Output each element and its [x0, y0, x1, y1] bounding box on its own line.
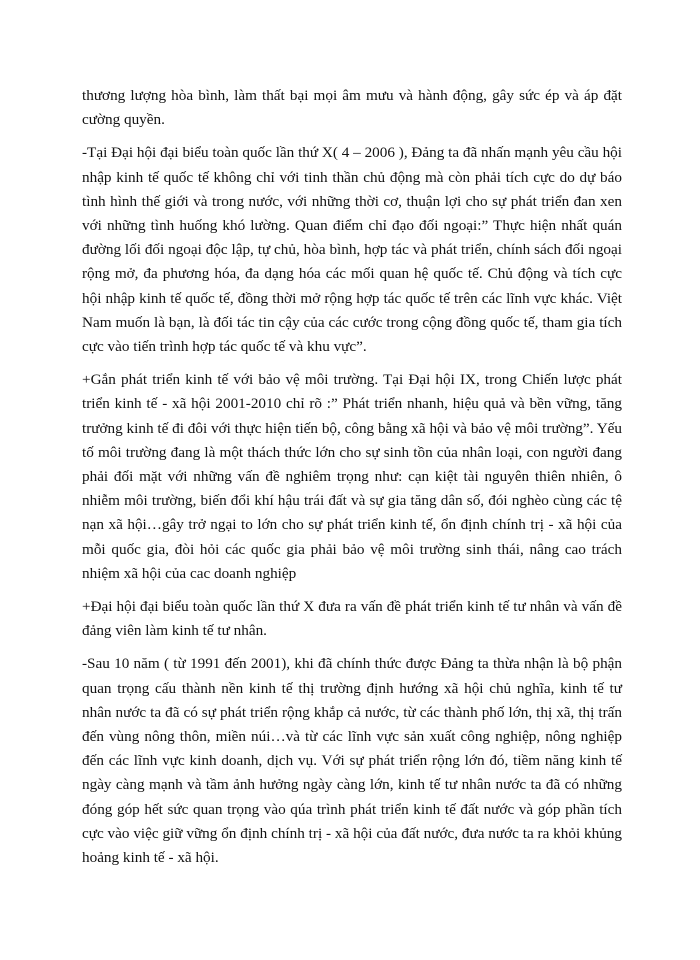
paragraph-4: +Đại hội đại biểu toàn quốc lần thứ X đưa ra vấn đề phát triển kinh tế tư nhân và vấn đề đảng viên làm kinh tế tư nhân. — [82, 598, 622, 640]
paragraph-1: thương lượng hòa bình, làm thất bại mọi âm mưu và hành động, gây sức ép và áp đặt cường quyền. — [82, 87, 622, 129]
document-body — [82, 84, 622, 879]
paragraph-2: -Tại Đại hội đại biểu toàn quốc lần thứ X( 4 – 2006 ), Đảng ta đã nhấn mạnh yêu cầu hội nhập kinh tế quốc tế không chỉ với tinh thần chủ động mà còn phải tích cực do dự báo tình hình thế giới và trong nước, với những thời cơ, thuận lợi cho sự phát triển đan xen với những tình huống khó lường. Quan điểm chỉ đạo đối ngoại:” Thực hiện nhất quán đường lối đối ngoại độc lập, tự chủ, hòa bình, hợp tác và phát triển, chính sách đối ngoại rộng mở, đa phương hóa, đa dạng hóa các mối quan hệ quốc tế. Chủ động và tích cực hội nhập kinh tế quốc tế, đồng thời mở rộng hợp tác quốc tế trên các lĩnh vực khác. Việt Nam muốn là bạn, là đối tác tin cậy của các cước trong cộng đồng quốc tế, tham gia tích cực vào tiến trình hợp tác quốc tế và khu vực”. — [82, 144, 622, 356]
paragraph-5: -Sau 10 năm ( từ 1991 đến 2001), khi đã chính thức được Đảng ta thừa nhận là bộ phận quan trọng cấu thành nền kinh tế thị trường định hướng xã hội chủ nghĩa, kinh tế tư nhân nước ta đã có sự phát triển rộng khắp cả nước, từ các thành phố lớn, thị xã, thị trấn đến vùng nông thôn, miền núi…và từ các lĩnh vực sản xuất công nghiệp, nông nghiệp đến các lĩnh vực kinh doanh, dịch vụ. Với sự phát triển rộng lớn đó, tiềm năng kinh tế ngày càng mạnh và tầm ảnh hưởng ngày càng lớn, kinh tế tư nhân nước ta đã có những đóng góp hết sức quan trọng vào qúa trình phát triển kinh tế đất nước và góp phần tích cực vào việc giữ vững ổn định chính trị - xã hội của đất nước, đưa nước ta ra khỏi khủng hoảng kinh tế - xã hội. — [82, 655, 622, 867]
paragraph-3: +Gắn phát triển kinh tế với bảo vệ môi trường. Tại Đại hội IX, trong Chiến lược phát triển kinh tế - xã hội 2001-2010 chỉ rõ :” Phát triển nhanh, hiệu quả và bền vững, tăng trưởng kinh tế đi đôi với thực hiện tiến bộ, công bằng xã hội và bảo vệ môi trường”. Yếu tố môi trường đang là một thách thức lớn cho sự sinh tồn của nhân loại, con người đang phải đối mặt với những vấn đề nghiêm trọng như: cạn kiệt tài nguyên thiên nhiên, ô nhiễm môi trường, biến đổi khí hậu trái đất và sự gia tăng dân số, đói nghèo cùng các tệ nạn xã hội…gây trở ngại to lớn cho sự phát triển kinh tế, ổn định chính trị - xã hội của mỗi quốc gia, đòi hỏi các quốc gia phải bảo vệ môi trường sinh thái, nâng cao trách nhiệm xã hội của cac doanh nghiệp — [82, 371, 622, 582]
